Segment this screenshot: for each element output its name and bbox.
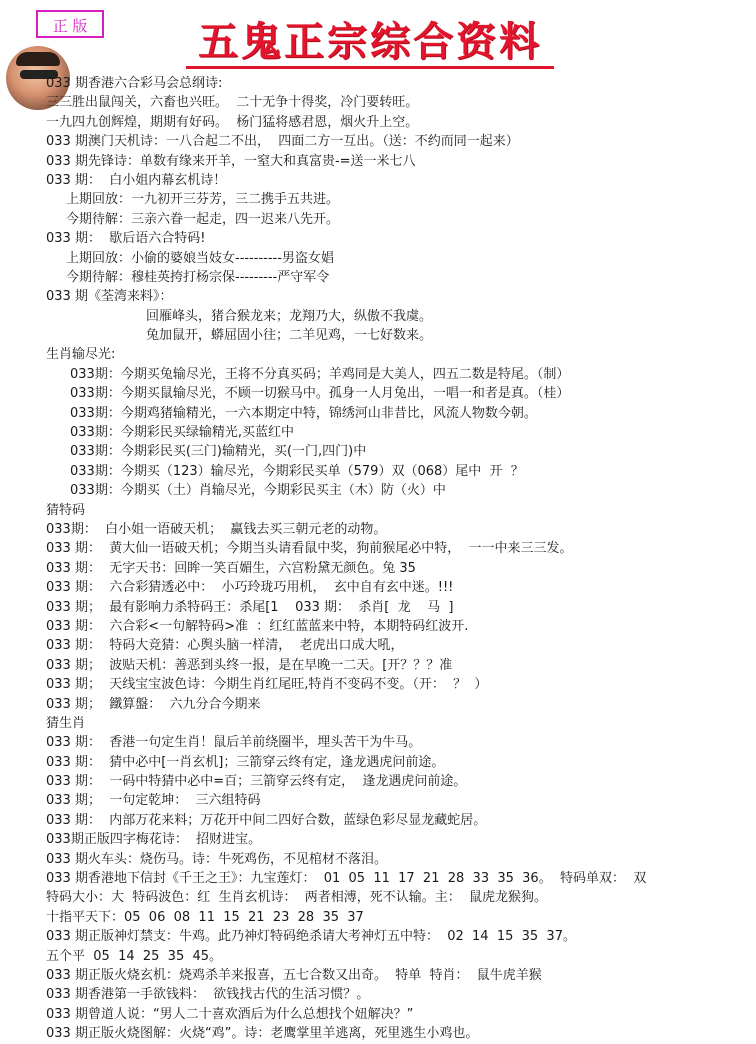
text-line: 033 期香港地下信封《千王之王》：九宝莲灯： 01 05 11 17 21 28 33 35 36。 特码单双： 双 [46,871,647,887]
text-line: 今期待解：三亲六眷一起走，四一迟来八先开。 [66,211,340,227]
text-line: 033期： 白小姐一语破天机； 赢钱去买三朝元老的动物。 [46,521,387,537]
text-line: 033 期香港六合彩马会总纲诗: [46,76,223,91]
text-line: 033 期； 天线宝宝波色诗：今期生肖红尾旺,特肖不变码不变。（开： ？ ） [46,677,488,693]
text-line: 033 期《荃湾来料》： [46,289,173,305]
text-line: 033 期正版火烧图解：火烧“鸡”。诗：老鹰掌里羊逃离，死里逃生小鸡也。 [46,1026,479,1042]
text-line: 猜生肖 [46,715,86,731]
text-line: 033期：今期买兔输尽光，王将不分真买码；羊鸡同是大美人，四五二数是特尾。（制） [70,366,570,382]
text-line: 033 期： 一码中特猜中必中=百；三箭穿云终有定， 逢龙遇虎问前途。 [46,774,467,790]
text-line: 033 期： 内部万花来料；万花开中间二四好合数，蓝绿色彩尽显龙藏蛇居。 [46,812,487,828]
text-line: 033期：今期买鼠输尽光，不顾一切猴马中。孤身一人月兔出，一唱一和者是真。（桂） [70,386,570,402]
text-line: 五个平 05 14 25 35 45。 [46,948,223,964]
text-line: 033 期： 白小姐内幕玄机诗！ [46,172,227,188]
text-line: 033 期澳门天机诗：一八合起二不出， 四面二方一互出。（送：不约而同一起来） [46,134,519,150]
text-line: 生肖输尽光: [46,347,116,363]
title-underline [186,66,554,69]
text-line: 今期待解：穆桂英挎打杨宗保---------严守军令 [66,269,330,285]
text-line: 033 期： 无字天书：回眸一笑百媚生，六宫粉黛无颜色。兔 35 [46,560,416,576]
text-line: 033 期； 鐵算盤： 六九分合今期来 [46,696,261,712]
document-body [0,74,756,1044]
text-line: 033 期先锋诗：单数有缘来开羊，一窒大和真富贵-=送一米七八 [46,153,416,169]
version-badge: 正 版 [36,10,104,38]
text-line: 033期：今期买（123）输尽光，今期彩民买单（579）双（068）尾中 开 ？ [70,463,524,479]
text-line: 033 期： 猜中必中[一肖玄机]；三箭穿云终有定，逢龙遇虎问前途。 [46,754,445,770]
text-line: 033 期； 一句定乾坤： 三六组特码 [46,793,261,809]
text-line: 033 期火车头：烧伤马。诗：牛死鸡伤，不见棺材不落泪。 [46,851,387,867]
text-line: 十指平天下：05 06 08 11 15 21 23 28 35 37 [46,909,364,925]
text-line: 033 期： 香港一句定生肖！鼠后羊前绕圈半，埋头苦干为牛马。 [46,735,422,751]
text-line: 一九四九创辉煌，期期有好码。 杨门猛将感君恩，烟火升上空。 [46,114,419,130]
avatar-hair [16,52,60,66]
text-line: 回雁峰头，猪合猴龙来；龙翔乃大，纵傲不我虞。 [146,308,433,324]
text-line: 033期：今期买（土）肖输尽光，今期彩民买主（木）防（火）中 [70,483,446,499]
text-line: 上期回放：小偷的婆娘当妓女----------男盗女娼 [66,250,334,266]
text-line: 033 期曾道人说：“男人二十喜欢酒后为什么总想找个妞解决？” [46,1006,414,1022]
text-line: 033 期： 黄大仙一语破天机；今期当头请看鼠中奖，狗前猴尾必中特， 一一中来三三发。 [46,541,573,557]
text-line: 033 期： 六合彩<一句解特码>准 ：红红蓝蓝来中特，本期特码红波开. [46,618,469,634]
text-line: 033 期： 歇后语六合特码! [46,231,206,247]
page-title: 五鬼正宗综合资料 [198,18,542,65]
text-line: 033期：今期彩民买(三门)输精光，买(一门,四门)中 [70,444,367,460]
text-line: 上期回放：一九初开三芬芳，三二携手五共进。 [66,192,340,208]
text-line: 033 期； 波贴天机：善恶到头终一报，是在早晚一二天。[开？？？准 [46,657,453,673]
text-line: 特码大小：大 特码波色：红 生肖玄机诗： 两者相溥，死不认输。主： 鼠虎龙猴狗。 [46,890,548,906]
text-line: 033期：今期鸡猪输精光，一六本期定中特，锦绣河山非昔比，风流人物数今朝。 [70,405,537,421]
text-line: 兔加鼠开，蟒屈固小往；二羊见鸡，一七好数来。 [146,328,433,344]
text-line: 033 期； 最有影响力杀特码王：杀尾[1 033 期： 杀肖[ 龙 马 ] [46,599,454,615]
text-line: 033 期： 特码大竞猜：心舆头脑一样清， 老虎出口成大吼， [46,638,404,654]
text-line: 猜特码 [46,502,86,518]
text-line: 033期：今期彩民买绿输精光,买蓝红中 [70,425,294,441]
text-line: 033 期香港第一手欲钱料： 欲钱找古代的生活习惯？。 [46,987,370,1003]
text-line: 033期正版四字梅花诗： 招财进宝。 [46,832,262,848]
text-line: 三三胜出鼠闯关，六畜也兴旺。 二十无争十得奖，冷门要转旺。 [46,95,419,111]
text-line: 033 期： 六合彩猜透必中： 小巧玲珑巧用机， 玄中自有玄中迷。!!! [46,580,454,596]
text-line: 033 期正版神灯禁支：牛鸡。此乃神灯特码绝杀请大考神灯五中特： 02 14 15 35 37。 [46,929,576,945]
text-line: 033 期正版火烧玄机：烧鸡杀羊来报喜，五七合数又出奇。 特单 特肖： 鼠牛虎羊猴 [46,967,542,983]
